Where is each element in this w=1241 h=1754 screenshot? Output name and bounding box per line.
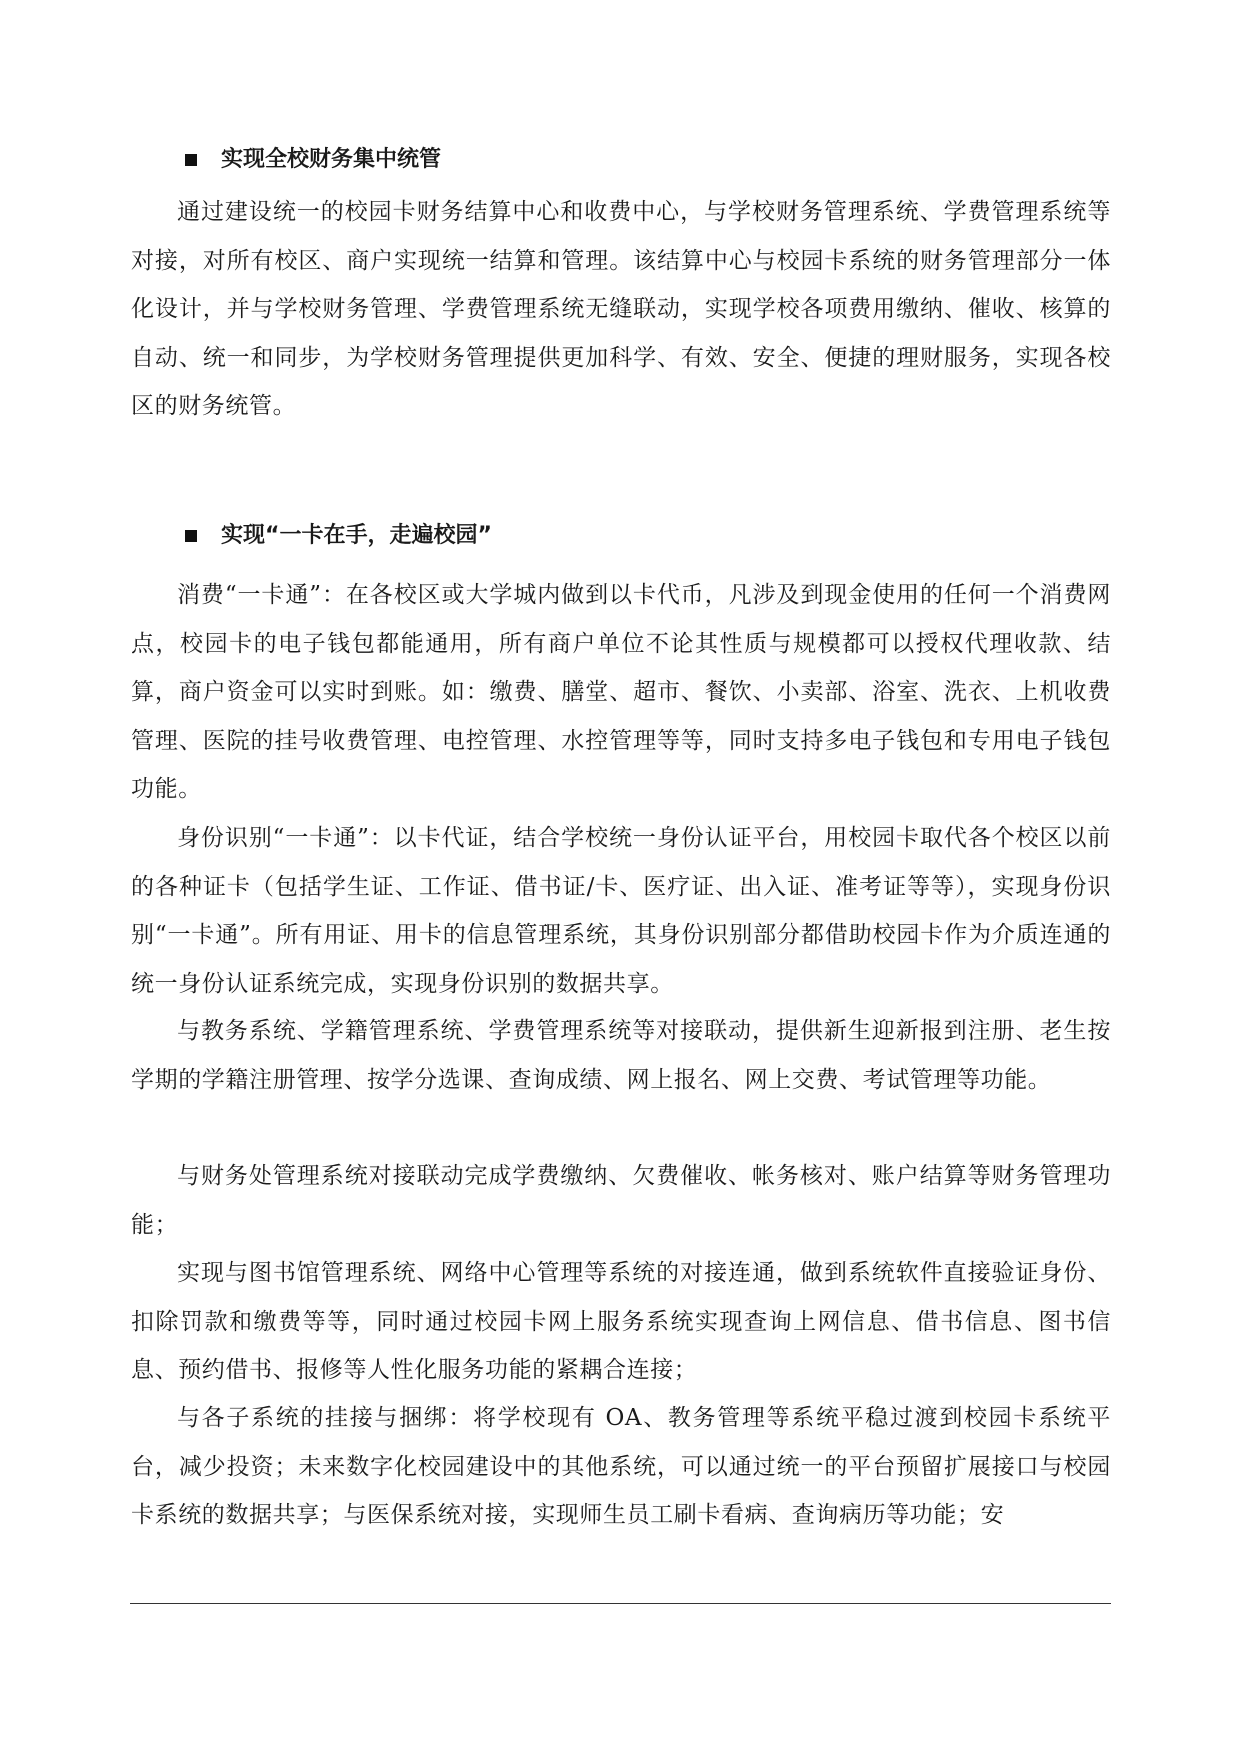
footer-divider xyxy=(130,1603,1111,1604)
square-bullet-icon xyxy=(185,530,197,542)
paragraph: 消费“一卡通”：在各校区或大学城内做到以卡代币，凡涉及到现金使用的任何一个消费网点，校园卡的电子钱包都能通用，所有商户单位不论其性质与规模都可以授权代理收款、结算，商户资金可以实时到账。如：缴费、膳堂、超市、餐饮、小卖部、浴室、洗衣、上机收费管理、医院的挂号收费管理、电控管理、水控管理等等，同时支持多电子钱包和专用电子钱包功能。 xyxy=(131,582,1111,802)
section-heading xyxy=(185,521,492,551)
paragraph: 与财务处管理系统对接联动完成学费缴纳、欠费催收、帐务核对、账户结算等财务管理功能； xyxy=(131,1163,1111,1238)
paragraph: 与教务系统、学籍管理系统、学费管理系统等对接联动，提供新生迎新报到注册、老生按学期的学籍注册管理、按学分选课、查询成绩、网上报名、网上交费、考试管理等功能。 xyxy=(131,1018,1111,1093)
section-heading xyxy=(185,145,441,175)
paragraph: 实现与图书馆管理系统、网络中心管理等系统的对接连通，做到系统软件直接验证身份、扣除罚款和缴费等等，同时通过校园卡网上服务系统实现查询上网信息、借书信息、图书信息、预约借书、报修等人性化服务功能的紧耦合连接； xyxy=(131,1260,1111,1383)
section-heading-text: 实现“一卡在手，走遍校园” xyxy=(221,523,492,548)
square-bullet-icon xyxy=(185,154,197,166)
paragraph: 与各子系统的挂接与捆绑：将学校现有 OA、教务管理等系统平稳过渡到校园卡系统平台，减少投资；未来数字化校园建设中的其他系统，可以通过统一的平台预留扩展接口与校园卡系统的数据共享；与医保系统对接，实现师生员工刷卡看病、查询病历等功能；安 xyxy=(131,1405,1111,1528)
paragraph: 身份识别“一卡通”：以卡代证，结合学校统一身份认证平台，用校园卡取代各个校区以前的各种证卡（包括学生证、工作证、借书证/卡、医疗证、出入证、准考证等等），实现身份识别“一卡通”。所有用证、用卡的信息管理系统，其身份识别部分都借助校园卡作为介质连通的统一身份认证系统完成，实现身份识别的数据共享。 xyxy=(131,825,1111,997)
section-heading-text: 实现全校财务集中统管 xyxy=(221,147,442,172)
paragraph: 通过建设统一的校园卡财务结算中心和收费中心，与学校财务管理系统、学费管理系统等对接，对所有校区、商户实现统一结算和管理。该结算中心与校园卡系统的财务管理部分一体化设计，并与学校财务管理、学费管理系统无缝联动，实现学校各项费用缴纳、催收、核算的自动、统一和同步，为学校财务管理提供更加科学、有效、安全、便捷的理财服务，实现各校区的财务统管。 xyxy=(131,199,1111,419)
